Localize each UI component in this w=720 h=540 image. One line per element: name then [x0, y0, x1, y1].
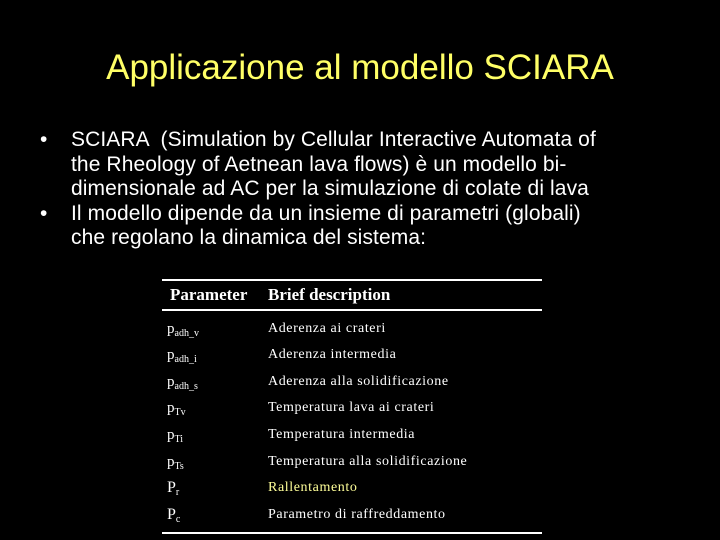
bullet-line: the Rheology of Aetnean lava flows) è un modello bi-: [71, 152, 567, 176]
parameter-description: Rallentamento: [268, 480, 358, 496]
parameter-symbol-base: P: [167, 479, 176, 497]
table-row: [162, 342, 542, 369]
parameter-symbol-subscript: Ts: [174, 460, 184, 472]
table-row: [162, 501, 542, 528]
parameter-symbol-subscript: c: [175, 513, 181, 525]
parameter-symbol: [162, 427, 268, 445]
table-row: [162, 368, 542, 395]
table-bottom-rule: [162, 532, 542, 534]
parameter-description: Aderenza ai crateri: [268, 320, 386, 336]
header-description: Brief description: [268, 285, 391, 304]
header-parameter: Parameter: [170, 285, 248, 304]
parameter-symbol: [162, 400, 268, 418]
slide-title: Applicazione al modello SCIARA: [106, 48, 614, 87]
table-row: [162, 448, 542, 475]
bullet-list: [40, 128, 700, 251]
parameter-description: Temperatura intermedia: [268, 426, 416, 442]
parameter-symbol: [162, 321, 268, 339]
parameter-table: [162, 279, 542, 534]
parameter-symbol-subscript: r: [175, 487, 180, 499]
bullet-item: [40, 128, 700, 202]
parameter-description: Temperatura alla solidificazione: [268, 453, 468, 469]
bullet-item: [40, 202, 700, 251]
parameter-symbol-subscript: adh_v: [174, 327, 199, 339]
parameter-symbol-base: p: [167, 373, 175, 390]
parameter-symbol-subscript: Tv: [174, 407, 186, 419]
table-row: [162, 475, 542, 502]
parameter-description: Temperatura lava ai crateri: [268, 400, 435, 416]
parameter-symbol-base: p: [167, 400, 175, 417]
parameter-symbol: [162, 454, 268, 472]
parameter-symbol: [162, 506, 268, 525]
parameter-symbol-base: p: [167, 320, 175, 337]
parameter-symbol-subscript: adh_i: [174, 354, 197, 366]
parameter-symbol: [162, 347, 268, 365]
parameter-symbol-subscript: adh_s: [174, 380, 198, 392]
parameter-description: Parametro di raffreddamento: [268, 506, 446, 522]
parameter-symbol-base: p: [167, 453, 175, 470]
bullet-line: Il modello dipende da un insieme di parametri (globali): [71, 201, 581, 225]
parameter-symbol-base: p: [167, 426, 175, 443]
parameter-description: Aderenza intermedia: [268, 347, 397, 363]
table-row: [162, 421, 542, 448]
bullet-marker: •: [40, 201, 48, 225]
parameter-symbol: [162, 374, 268, 392]
parameter-symbol-base: P: [167, 505, 176, 523]
parameter-symbol-subscript: Ti: [174, 433, 184, 445]
parameter-symbol-base: p: [167, 347, 175, 364]
bullet-line: che regolano la dinamica del sistema:: [71, 226, 427, 249]
bullet-line: SCIARA (Simulation by Cellular Interactive Automata of: [71, 128, 596, 151]
table-header: [162, 281, 542, 309]
bullet-marker: •: [40, 128, 48, 151]
table-row: [162, 315, 542, 342]
parameter-description: Aderenza alla solidificazione: [268, 373, 449, 389]
table-row: [162, 395, 542, 422]
bullet-line: dimensionale ad AC per la simulazione di colate di lava: [71, 177, 589, 200]
parameter-symbol: [162, 479, 268, 498]
table-body: [162, 311, 542, 532]
